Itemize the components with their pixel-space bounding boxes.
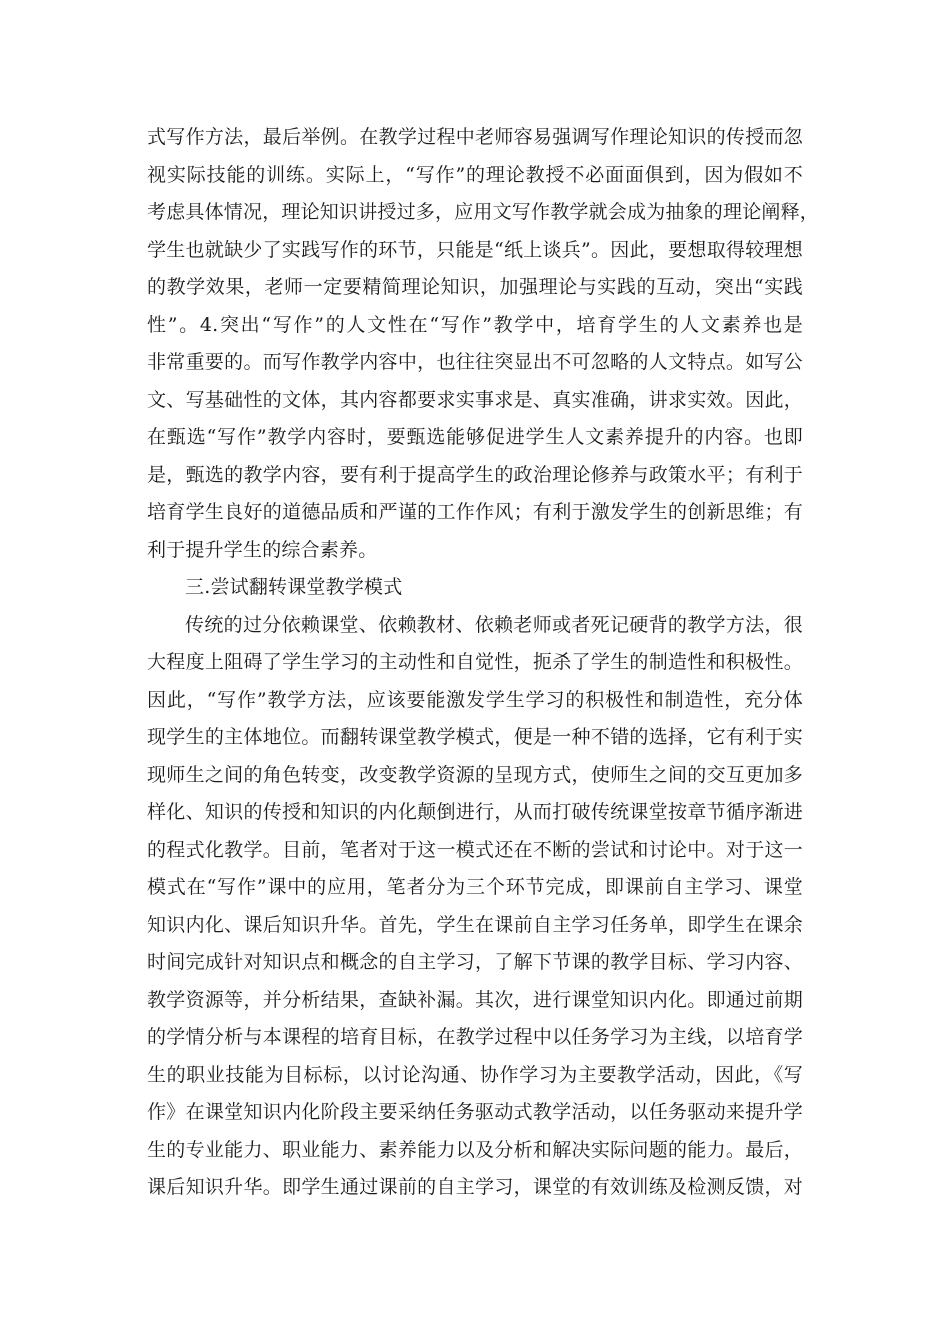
text-line: 利于提升学生的综合素养。: [147, 538, 378, 561]
text-line: 培育学生良好的道德品质和严谨的工作作风；有利于激发学生的创新思维；有: [147, 501, 803, 523]
text-line: 学生也就缺少了实践写作的环节，只能是“纸上谈兵”。因此，要想取得较理想: [147, 238, 803, 261]
text-line: 教学资源等，并分析结果，查缺补漏。其次，进行课堂知识内化。即通过前期: [147, 988, 803, 1011]
text-line: 是，甄选的教学内容，要有利于提高学生的政治理论修养与政策水平；有利于: [147, 463, 803, 486]
text-line: 作》在课堂知识内化阶段主要采纳任务驱动式教学活动，以任务驱动来提升学: [147, 1101, 803, 1123]
text-line: 传统的过分依赖课堂、依赖教材、依赖老师或者死记硬背的教学方法，很: [185, 613, 803, 636]
text-line: 大程度上阻碍了学生学习的主动性和自觉性，扼杀了学生的制造性和积极性。: [147, 651, 803, 673]
text-line: 式写作方法，最后举例。在教学过程中老师容易强调写作理论知识的传授而忽: [147, 126, 803, 148]
text-line: 文、写基础性的文体，其内容都要求实事求是、真实准确，讲求实效。因此，: [147, 388, 803, 411]
text-line: 模式在“写作”课中的应用，笔者分为三个环节完成，即课前自主学习、课堂: [147, 876, 803, 898]
text-line: 考虑具体情况，理论知识讲授过多，应用文写作教学就会成为抽象的理论阐释，: [147, 201, 820, 223]
text-line: 的教学效果，老师一定要精简理论知识，加强理论与实践的互动，突出“实践: [147, 276, 803, 298]
text-line: 现学生的主体地位。而翻转课堂教学模式，便是一种不错的选择，它有利于实: [147, 726, 803, 748]
text-line: 在甄选“写作”教学内容时，要甄选能够促进学生人文素养提升的内容。也即: [147, 426, 803, 448]
body-text: [147, 119, 820, 1207]
text-line: 的学情分析与本课程的培育目标，在教学过程中以任务学习为主线，以培育学: [147, 1026, 803, 1048]
text-line: 样化、知识的传授和知识的内化颠倒进行，从而打破传统课堂按章节循序渐进: [147, 801, 803, 823]
text-line: 生的专业能力、职业能力、素养能力以及分析和解决实际问题的能力。最后，: [147, 1138, 803, 1161]
text-line: 视实际技能的训练。实际上，“写作”的理论教授不必面面俱到，因为假如不: [147, 163, 803, 186]
text-line: 性”。4.突出“写作”的人文性在“写作”教学中，培育学生的人文素养也是: [147, 313, 803, 336]
text-line: 生的职业技能为目标标，以讨论沟通、协作学习为主要教学活动，因此，《写: [147, 1063, 803, 1086]
text-line: 课后知识升华。即学生通过课前的自主学习，课堂的有效训练及检测反馈，对: [147, 1176, 803, 1198]
text-line: 因此，“写作”教学方法，应该要能激发学生学习的积极性和制造性，充分体: [147, 688, 803, 711]
text-line: 现师生之间的角色转变，改变教学资源的呈现方式，使师生之间的交互更加多: [147, 763, 803, 786]
text-line: 非常重要的。而写作教学内容中，也往往突显出不可忽略的人文特点。如写公: [147, 351, 803, 373]
text-line: 时间完成针对知识点和概念的自主学习，了解下节课的教学目标、学习内容、: [147, 951, 803, 973]
text-line: 的程式化教学。目前，笔者对于这一模式还在不断的尝试和讨论中。对于这一: [147, 838, 803, 861]
text-line: 知识内化、课后知识升华。首先，学生在课前自主学习任务单，即学生在课余: [147, 913, 803, 936]
section-heading: 三.尝试翻转课堂教学模式: [185, 576, 403, 598]
